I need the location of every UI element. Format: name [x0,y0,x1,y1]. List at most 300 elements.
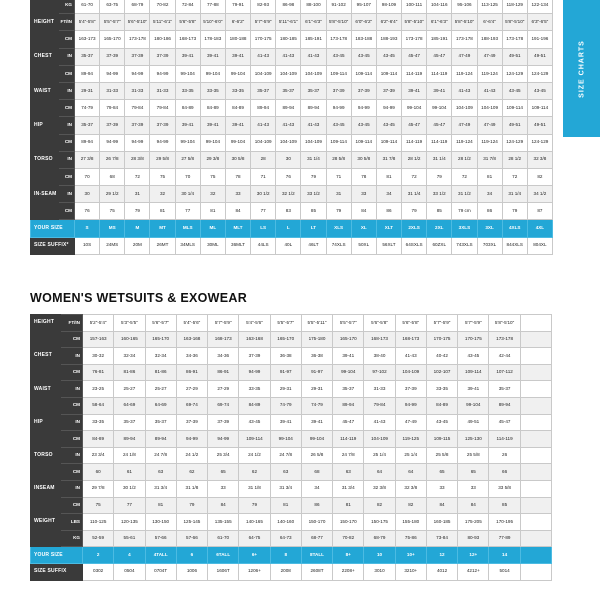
table-cell: 89-94 [333,397,364,414]
table-cell: 26 5/8 [301,447,332,464]
table-cell: 99-104 [333,364,364,381]
table-row [31,414,552,431]
table-cell: 39-41 [333,348,364,365]
suffix-cell: 46LT [301,237,326,254]
table-cell: 99-104 [225,65,250,82]
table-cell: 109-114 [376,65,401,82]
table-cell: 94-99 [150,65,175,82]
size-cell[interactable]: 12+ [458,547,489,564]
size-cell[interactable]: 6+ [239,547,270,564]
size-cell[interactable]: LS [251,220,276,237]
table-cell: 33-35 [200,82,225,99]
suffix-cell: 1206+ [239,563,270,580]
size-row-label: YOUR SIZE [31,547,83,564]
table-cell: 24 1/2 [176,447,207,464]
table-cell: 85 [489,497,520,514]
table-cell: 185-191 [301,31,326,48]
suffix-cell: 74XLS [326,237,351,254]
table-cell: 99-104 [270,431,301,448]
table-cell: 31 3/4 [333,480,364,497]
size-cell[interactable]: 12 [426,547,457,564]
table-cell: 41-43 [276,48,301,65]
table-cell: 47-49 [477,48,502,65]
table-cell: 160-185 [426,514,457,531]
row-unit: CM [59,134,75,151]
table-cell: 89-94 [145,431,176,448]
table-cell: 33-35 [239,381,270,398]
table-cell: 31-33 [100,82,125,99]
size-cell[interactable]: MLT [225,220,250,237]
table-cell: 163-168 [176,331,207,348]
table-cell: 180-186 [150,31,175,48]
table-cell: 34 [301,480,332,497]
table-cell: 81 [477,168,502,185]
size-cell[interactable]: 10 [364,547,395,564]
table-cell: 30 5/8 [351,151,376,168]
table-cell: 150-175 [364,514,395,531]
size-cell[interactable]: 3XL [477,220,502,237]
table-cell: 84-89 [175,100,200,117]
size-cell[interactable]: 4TALL [145,547,176,564]
suffix-cell: 64SXLS [402,237,427,254]
table-cell: 33 [208,480,239,497]
size-row [31,547,552,564]
size-cell[interactable]: MLS [175,220,200,237]
womens-size-table [30,314,552,581]
table-cell: 32 3/8 [395,480,426,497]
table-cell: 39-41 [270,414,301,431]
table-cell: 79 [502,203,527,220]
table-cell: 79-84 [150,100,175,117]
suffix-cell: 1006 [176,563,207,580]
table-cell: 104-109 [301,65,326,82]
suffix-cell: 20M [125,237,150,254]
table-cell: 94-99 [239,364,270,381]
table-cell: 99-104 [175,134,200,151]
table-cell: 5'2"-5'4" [83,315,114,332]
table-cell: 91-97 [270,364,301,381]
table-cell: 98-109 [376,0,401,14]
row-unit: FT/IN [61,315,83,332]
table-cell: 71 [251,168,276,185]
size-row [31,220,553,237]
table-cell: 30 1/2 [251,186,276,203]
table-cell: 37-39 [239,348,270,365]
table-cell: 75 [100,203,125,220]
size-cell[interactable]: 6 [176,547,207,564]
table-cell: 31 3/4 [145,480,176,497]
table-cell: 79 [176,497,207,514]
table-cell: 25-27 [145,381,176,398]
table-cell: 89-94 [301,100,326,117]
table-cell: 68-79 [364,530,395,547]
table-cell [520,464,551,481]
table-cell: 32 3/8 [527,151,552,168]
table-cell: 6'-6'4" [477,14,502,31]
size-cell[interactable]: 2XLS [402,220,427,237]
table-cell: 74-79 [75,100,100,117]
table-cell: 63 [333,464,364,481]
table-cell: 81 [200,203,225,220]
table-cell: 5'8"-5'10" [402,14,427,31]
table-cell: 140-160 [270,514,301,531]
size-cell[interactable]: 4 [114,547,145,564]
table-cell: 85 [301,203,326,220]
table-cell: 45-47 [402,117,427,134]
table-cell: 77-89 [489,530,520,547]
row-unit: IN [59,117,75,134]
table-row [31,447,552,464]
table-cell: 62 [176,464,207,481]
table-cell: 5'8"-5'10" [489,315,520,332]
suffix-cell: 34MLS [175,237,200,254]
size-cell[interactable]: LT [301,220,326,237]
row-label [31,464,61,481]
table-cell: 23-25 [83,381,114,398]
table-cell: 36-38 [270,348,301,365]
table-cell: 45-47 [489,414,520,431]
row-unit: IN [61,447,83,464]
table-row [31,480,552,497]
table-cell: 39-41 [175,48,200,65]
size-cell[interactable]: MS [100,220,125,237]
table-cell: 77 [175,203,200,220]
table-cell: 173-178 [402,31,427,48]
table-cell: 37-39 [326,82,351,99]
size-cell[interactable]: 2 [83,547,114,564]
table-cell: 31 [125,186,150,203]
table-cell: 28 1/2 [402,151,427,168]
table-cell: 89-94 [489,397,520,414]
size-cell[interactable]: ML [200,220,225,237]
suffix-cell: 3010 [364,563,395,580]
table-cell: 68 [301,464,332,481]
table-cell: 39-41 [458,381,489,398]
row-unit: CM [59,168,75,185]
table-cell: 168-173 [208,331,239,348]
table-cell: 49-51 [527,117,552,134]
table-cell: 24 7/8 [145,447,176,464]
table-cell: 119-124 [452,65,477,82]
table-cell: 81-86 [145,364,176,381]
table-cell: 75 [200,168,225,185]
size-cell[interactable]: XL [351,220,376,237]
table-cell: 79-91 [225,0,250,14]
table-cell: 86 [477,203,502,220]
row-label: TORSO [31,151,59,168]
table-cell: 99-104 [402,100,427,117]
table-cell: 124-129 [527,134,552,151]
table-cell: 70-82 [150,0,175,14]
table-cell: 86 [376,203,401,220]
table-cell: 109-114 [351,65,376,82]
table-cell: 40-42 [426,348,457,365]
table-cell: 150-170 [301,514,332,531]
row-label [31,397,61,414]
table-cell: 28 1/2 [452,151,477,168]
table-cell: 79-84 [100,100,125,117]
row-label: WEIGHT [31,514,61,531]
row-label [31,134,59,151]
table-cell: 76 [75,203,100,220]
table-cell: 32 3/8 [364,480,395,497]
table-cell: 52-59 [83,530,114,547]
row-unit: IN [59,151,75,168]
row-label [31,168,59,185]
table-row [31,168,553,185]
table-cell: 89-94 [276,100,301,117]
table-cell: 83 [276,203,301,220]
table-cell: 91-102 [326,0,351,14]
table-cell: 79 [326,203,351,220]
table-cell: 168-173 [175,31,200,48]
row-unit: LBS [61,514,83,531]
table-cell: 114-119 [427,134,452,151]
row-label [31,65,59,82]
table-cell: 41-43 [276,117,301,134]
table-cell: 5'5"-5'7" [333,315,364,332]
row-label [31,431,61,448]
size-cell[interactable]: 8TALL [301,547,332,564]
table-cell: 63 [145,464,176,481]
suffix-cell: 0302 [83,563,114,580]
table-cell: 84 [351,203,376,220]
size-cell[interactable]: XLT [376,220,401,237]
table-row [31,331,552,348]
suffix-cell: 2208+ [333,563,364,580]
suffix-cell: 5014 [489,563,520,580]
row-label: HEIGHT [31,315,61,332]
suffix-cell: 40L [276,237,301,254]
table-cell: 37-39 [176,414,207,431]
table-cell: 32-34 [114,348,145,365]
table-cell: 185-191 [427,31,452,48]
suffix-cell: 0704T [145,563,176,580]
table-cell: 70 [175,168,200,185]
table-cell: 124-129 [502,65,527,82]
table-cell [520,397,551,414]
table-cell: 31-33 [125,82,150,99]
womens-section-title: WOMEN'S WETSUITS & EXOWEAR [30,291,248,305]
table-cell: 104-109 [276,134,301,151]
table-cell: 37-39 [125,117,150,134]
table-cell: 25 5/8 [458,447,489,464]
size-cell[interactable]: S [75,220,100,237]
size-cell[interactable]: 4XL [527,220,552,237]
suffix-cell: 703XL [477,237,502,254]
size-cell[interactable]: 4XLS [502,220,527,237]
table-row [31,151,553,168]
size-cell[interactable] [520,547,551,564]
table-cell: 94-99 [125,134,150,151]
table-cell: 5'8"-5'10" [452,14,477,31]
table-cell: 104-109 [251,134,276,151]
suffix-cell: 50XL [351,237,376,254]
size-cell[interactable]: XLS [326,220,351,237]
table-cell: 82 [364,497,395,514]
table-cell: 55-61 [114,530,145,547]
table-cell: 49-51 [502,117,527,134]
row-label: WAIST [31,381,61,398]
table-cell: 24 7/8 [333,447,364,464]
table-cell: 109-114 [458,364,489,381]
table-cell: 99-104 [301,431,332,448]
table-cell: 27 3/8 [75,151,100,168]
table-cell: 63-75 [100,0,125,14]
table-cell: 43-45 [351,117,376,134]
table-cell: 38-40 [364,348,395,365]
table-cell: 28 [251,151,276,168]
table-row [31,0,553,14]
table-cell: 119-124 [477,65,502,82]
table-cell: 30 1/2 [114,480,145,497]
table-cell: 6'2"-6'4" [376,14,401,31]
table-cell: 89-94 [251,100,276,117]
table-cell: 84 [225,203,250,220]
table-cell: 70-82 [333,530,364,547]
table-cell: 34 [477,186,502,203]
row-unit: IN [59,82,75,99]
table-cell: 65 [458,464,489,481]
suffix-row-label: SIZE SUFFIX* [31,237,75,254]
table-cell: 86-91 [176,364,207,381]
table-cell: 6'-6'2" [225,14,250,31]
table-cell: 5'8"-5'10" [502,14,527,31]
table-cell: 78 [351,168,376,185]
table-row [31,464,552,481]
table-cell: 27 5/8 [175,151,200,168]
table-cell: 64 [395,464,426,481]
table-row [31,397,552,414]
row-label [31,100,59,117]
table-cell: 163-168 [239,331,270,348]
size-cell[interactable]: 6TALL [208,547,239,564]
size-charts-tab-label: SIZE CHARTS [578,39,585,98]
table-cell: 113-125 [477,0,502,14]
row-unit: CM [59,31,75,48]
size-cell[interactable]: 2XL [427,220,452,237]
table-row [31,348,552,365]
table-cell: 94-99 [351,100,376,117]
table-cell: 97-102 [364,364,395,381]
table-cell: 5'4"-5'6" [176,315,207,332]
table-cell: 86 [301,497,332,514]
table-cell: 37-39 [376,82,401,99]
size-charts-tab[interactable] [563,0,600,137]
table-cell: 37-39 [100,117,125,134]
size-cell[interactable]: 3XLS [452,220,477,237]
table-cell: 32 [200,186,225,203]
table-cell: 35-37 [301,82,326,99]
row-label [31,364,61,381]
table-cell [520,414,551,431]
table-cell: 120-135 [114,514,145,531]
row-label: INSEAM [31,480,61,497]
suffix-cell: 2608T [301,563,332,580]
table-cell: 109-114 [376,134,401,151]
suffix-cell: 10S [75,237,100,254]
table-cell: 39-41 [200,48,225,65]
row-unit: IN [61,348,83,365]
table-cell: 27-29 [176,381,207,398]
size-cell[interactable]: 14 [489,547,520,564]
table-cell: 30 5/8 [225,151,250,168]
table-cell: 104-109 [251,65,276,82]
table-cell [520,315,551,332]
size-cell[interactable]: MT [150,220,175,237]
table-cell: 76 [276,168,301,185]
table-cell: 30 [276,151,301,168]
table-cell: 87 [527,203,552,220]
table-cell: 28 5/8 [326,151,351,168]
size-cell[interactable]: L [276,220,301,237]
table-cell: 35-37 [75,48,100,65]
table-cell: 31-33 [364,381,395,398]
size-cell[interactable]: 8+ [333,547,364,564]
table-cell: 29-31 [75,82,100,99]
table-cell: 31 1/4 [402,186,427,203]
row-unit: CM [59,100,75,117]
table-cell: 109-114 [502,100,527,117]
table-cell: 99-104 [225,134,250,151]
table-cell: 110-125 [83,514,114,531]
row-unit: IN [61,480,83,497]
table-cell: 122-134 [527,0,552,14]
table-cell: 125-130 [458,431,489,448]
table-cell: 33 [458,480,489,497]
table-cell: 81 [150,203,175,220]
size-cell[interactable]: 10+ [395,547,426,564]
table-cell: 41-43 [395,348,426,365]
table-cell: 119-125 [395,431,426,448]
row-unit: KG [59,0,75,14]
table-cell: 5'5"-5'7" [100,14,125,31]
table-cell: 89-94 [75,65,100,82]
table-cell: 102-107 [426,364,457,381]
table-cell: 124-129 [527,65,552,82]
table-cell: 43-45 [458,348,489,365]
table-cell: 6'3"-6'5" [527,14,552,31]
row-label: TORSO [31,447,61,464]
table-cell: 72-84 [175,0,200,14]
table-cell: 33-35 [225,82,250,99]
table-row [31,31,553,48]
table-cell: 37-39 [150,48,175,65]
table-cell: 47-49 [452,48,477,65]
size-cell[interactable]: M [125,220,150,237]
table-cell: 99-104 [200,134,225,151]
table-cell: 43-45 [239,414,270,431]
table-cell: 157-163 [83,331,114,348]
size-cell[interactable]: 8 [270,547,301,564]
table-cell: 170-175 [458,331,489,348]
table-cell: 119-124 [477,134,502,151]
table-cell: 175-205 [458,514,489,531]
table-cell: 70 [75,168,100,185]
row-label [31,203,59,220]
table-cell: 41-43 [301,48,326,65]
table-cell: 89-94 [114,431,145,448]
table-cell: 109-114 [326,65,351,82]
table-cell: 76-81 [83,364,114,381]
table-cell: 47-49 [395,414,426,431]
table-cell [520,530,551,547]
table-cell: 41-43 [452,82,477,99]
table-cell: 94-99 [395,397,426,414]
table-cell: 41-43 [251,48,276,65]
table-cell: 160-165 [114,331,145,348]
table-cell: 180-188 [225,31,250,48]
